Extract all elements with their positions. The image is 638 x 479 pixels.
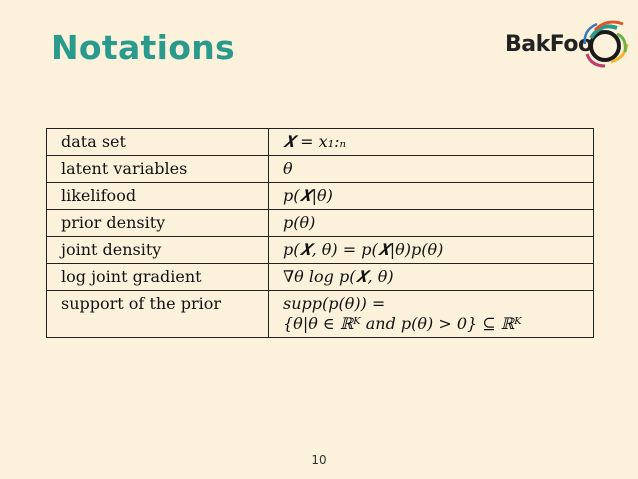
table-row — [47, 237, 594, 264]
notation-expression-cell — [269, 291, 594, 338]
table-row — [47, 156, 594, 183]
page-number: 10 — [311, 453, 327, 467]
notation-expression: ∇θ log p(𝑿, θ) — [269, 264, 594, 291]
table-row — [47, 129, 594, 156]
notation-expression: p(𝑿|θ) — [269, 183, 594, 210]
notation-expression: 𝑿 = x₁:ₙ — [269, 129, 594, 156]
notation-expression-continued: {θ|θ ∈ ℝᴷ and p(θ) > 0} ⊆ ℝᴷ — [283, 314, 522, 333]
notation-term: likelifood — [47, 183, 269, 210]
notation-term: log joint gradient — [47, 264, 269, 291]
table-row — [47, 264, 594, 291]
notation-term: support of the prior — [47, 291, 269, 338]
notation-expression: supp(p(θ)) = — [283, 294, 386, 313]
table-row — [47, 291, 594, 338]
notation-term: latent variables — [47, 156, 269, 183]
slide-title: Notations — [51, 28, 235, 67]
table-row — [47, 183, 594, 210]
notation-term: data set — [47, 129, 269, 156]
logo-swirl-icon — [581, 18, 629, 70]
notation-expression: p(θ) — [269, 210, 594, 237]
logo-text: BakFoo — [505, 32, 593, 57]
notation-table — [46, 128, 594, 338]
notation-term: joint density — [47, 237, 269, 264]
bakfoo-logo — [503, 18, 629, 70]
notation-expression: p(𝑿, θ) = p(𝑿|θ)p(θ) — [269, 237, 594, 264]
table-row — [47, 210, 594, 237]
notation-expression: θ — [269, 156, 594, 183]
notation-term: prior density — [47, 210, 269, 237]
